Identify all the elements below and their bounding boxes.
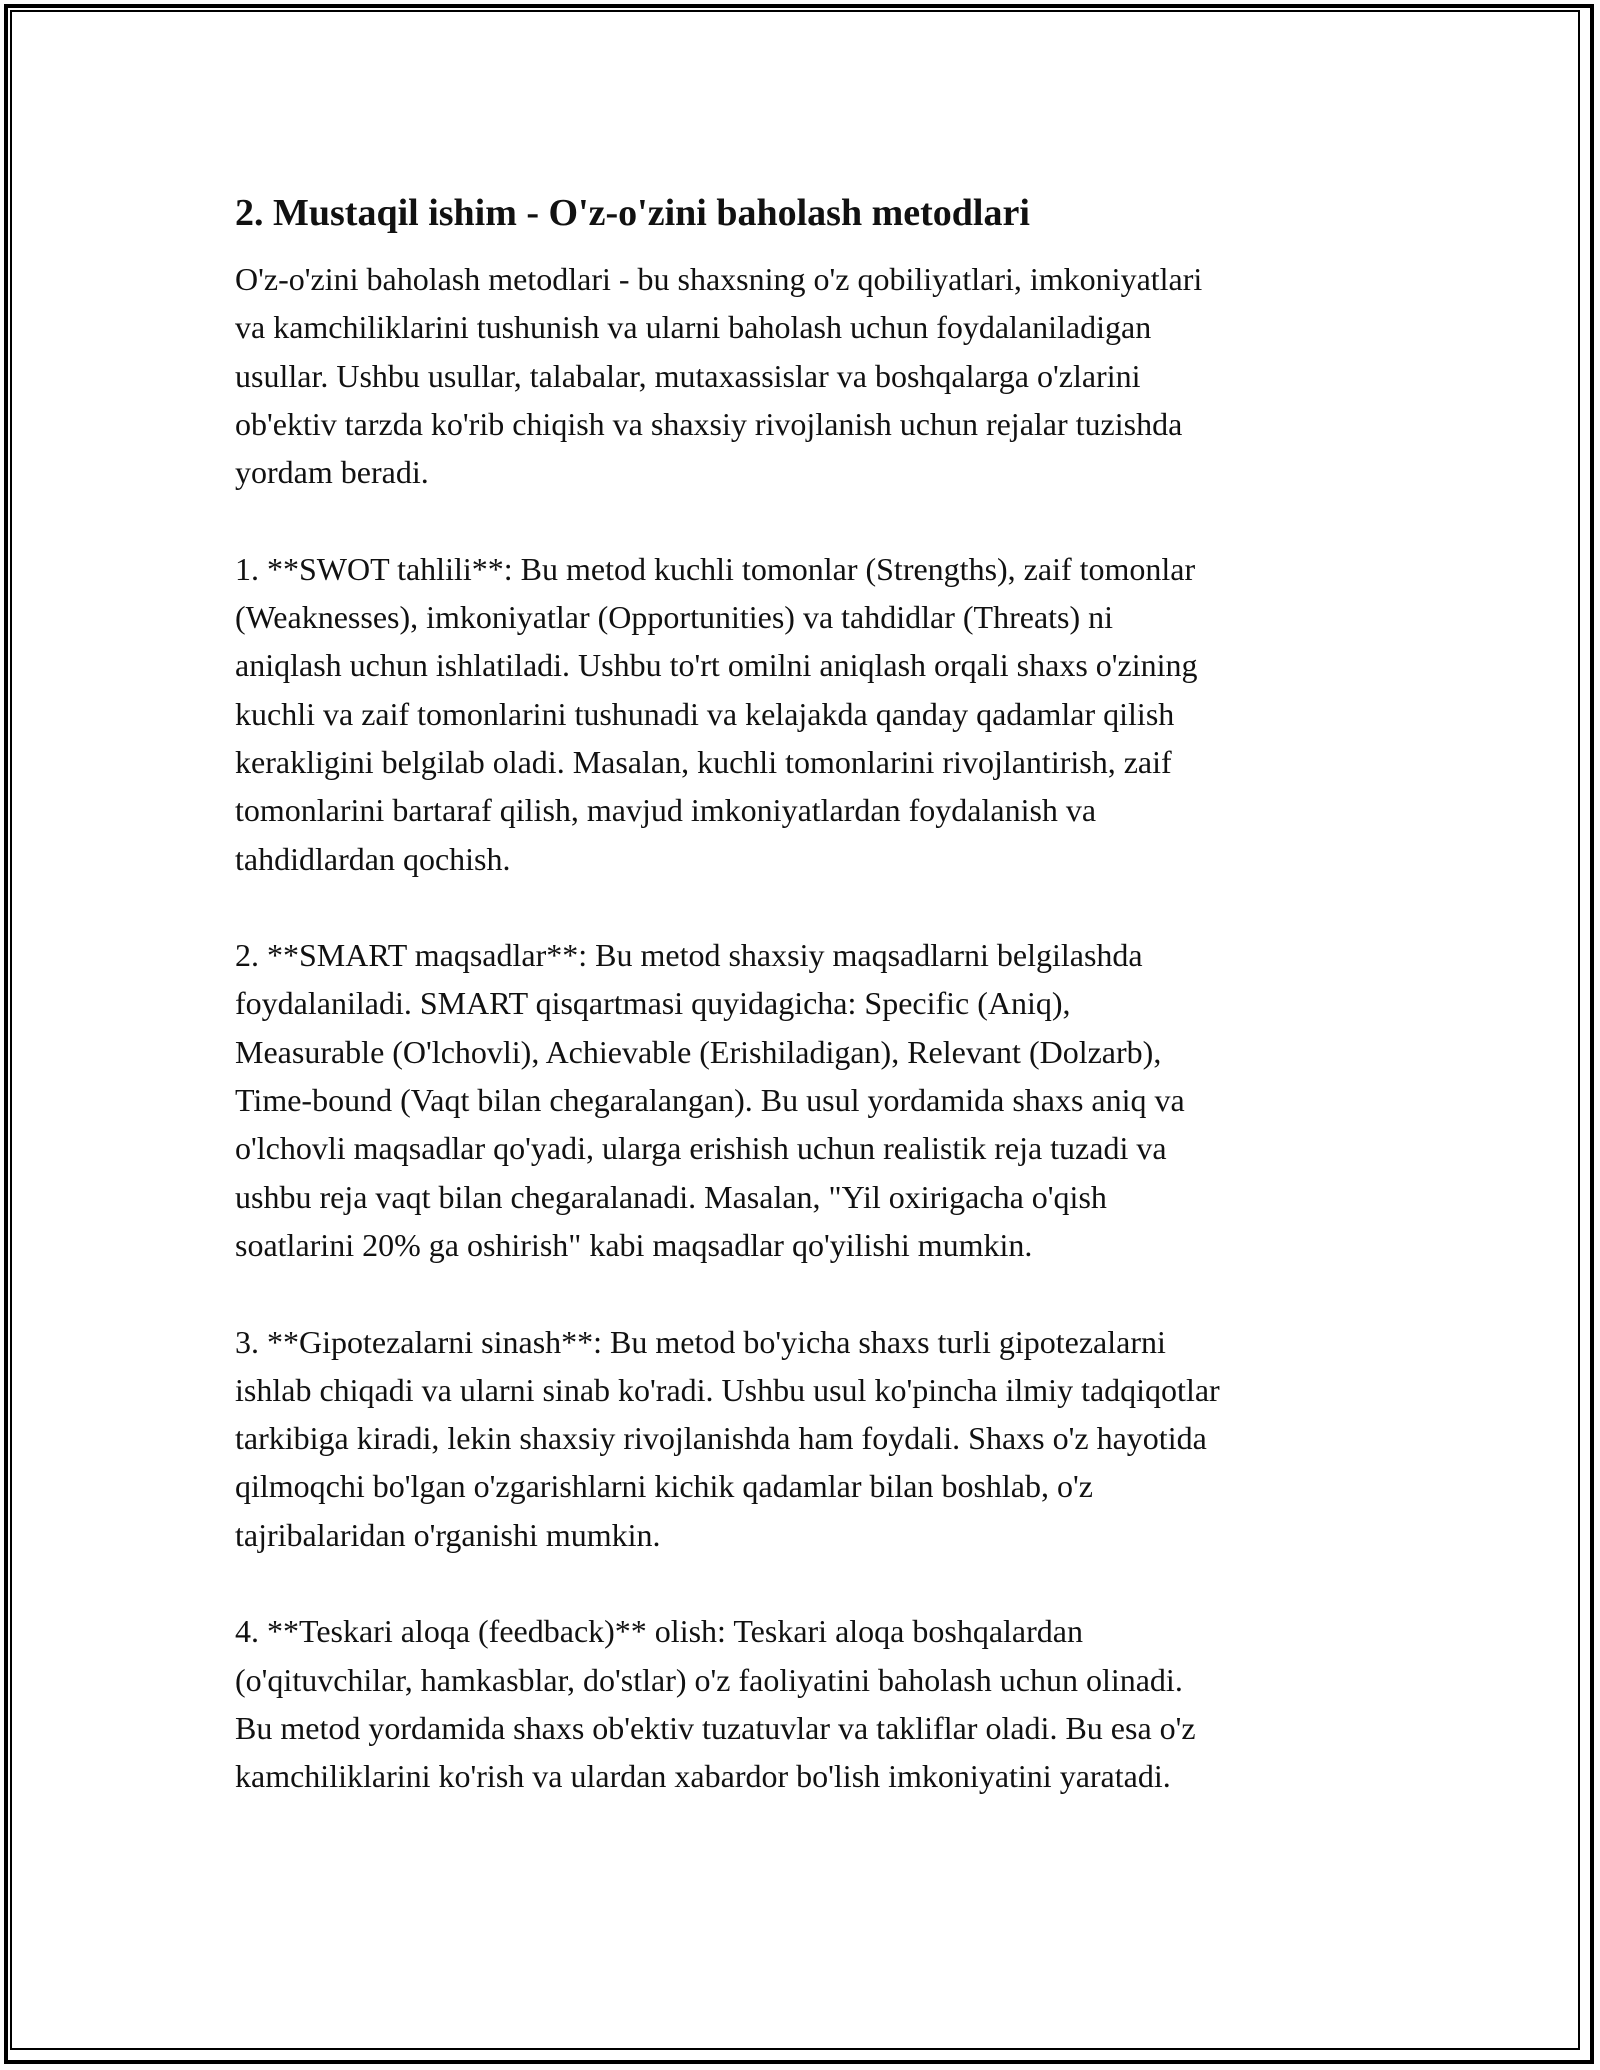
text-line: usullar. Ushbu usullar, talabalar, mutaxassislar va boshqalarga o'zlarini bbox=[235, 357, 1141, 394]
paragraph-swot bbox=[235, 545, 1385, 883]
document-title: 2. Mustaqil ishim - O'z-o'zini baholash metodlari bbox=[235, 192, 1030, 234]
text-line: tarkibiga kiradi, lekin shaxsiy rivojlanishda ham foydali. Shaxs o'z hayotida bbox=[235, 1420, 1207, 1457]
text-line: (Weaknesses), imkoniyatlar (Opportunities) va tahdidlar (Threats) ni bbox=[235, 599, 1114, 636]
text-line: ishlab chiqadi va ularni sinab ko'radi. Ushbu usul ko'pincha ilmiy tadqiqotlar bbox=[235, 1371, 1220, 1408]
text-line: 2. **SMART maqsadlar**: Bu metod shaxsiy maqsadlarni belgilashda bbox=[235, 937, 1143, 974]
text-line: soatlarini 20% ga oshirish" kabi maqsadlar qo'yilishi mumkin. bbox=[235, 1226, 1033, 1263]
text-line: O'z-o'zini baholash metodlari - bu shaxsning o'z qobiliyatlari, imkoniyatlari bbox=[235, 261, 1203, 297]
text-line: kerakligini belgilab oladi. Masalan, kuchli tomonlarini rivojlantirish, zaif bbox=[235, 743, 1172, 780]
paragraph-smart bbox=[235, 931, 1385, 1269]
text-line: ushbu reja vaqt bilan chegaralanadi. Masalan, "Yil oxirigacha o'qish bbox=[235, 1178, 1107, 1215]
text-line: ob'ektiv tarzda ko'rib chiqish va shaxsiy rivojlanish uchun rejalar tuzishda bbox=[235, 405, 1183, 442]
text-line: va kamchiliklarini tushunish va ularni baholash uchun foydalaniladigan bbox=[235, 309, 1152, 346]
text-line: 3. **Gipotezalarni sinash**: Bu metod bo'yicha shaxs turli gipotezalarni bbox=[235, 1323, 1166, 1360]
text-line: 1. **SWOT tahlili**: Bu metod kuchli tomonlar (Strengths), zaif tomonlar bbox=[235, 550, 1196, 587]
text-line: aniqlash uchun ishlatiladi. Ushbu to'rt omilni aniqlash orqali shaxs o'zining bbox=[235, 647, 1198, 684]
text-line: o'lchovli maqsadlar qo'yadi, ularga erishish uchun realistik reja tuzadi va bbox=[235, 1130, 1167, 1167]
paragraph-feedback bbox=[235, 1607, 1385, 1800]
text-line: tajribalaridan o'rganishi mumkin. bbox=[235, 1516, 661, 1553]
text-line: (o'qituvchilar, hamkasblar, do'stlar) o'z faoliyatini baholash uchun olinadi. bbox=[235, 1661, 1183, 1698]
text-line: Bu metod yordamida shaxs ob'ektiv tuzatuvlar va takliflar oladi. Bu esa o'z bbox=[235, 1709, 1196, 1746]
text-line: yordam beradi. bbox=[235, 454, 429, 491]
text-line: 4. **Teskari aloqa (feedback)** olish: Teskari aloqa boshqalardan bbox=[235, 1613, 1083, 1650]
text-line: kuchli va zaif tomonlarini tushunadi va kelajakda qanday qadamlar qilish bbox=[235, 695, 1175, 732]
text-line: qilmoqchi bo'lgan o'zgarishlarni kichik qadamlar bilan boshlab, o'z bbox=[235, 1468, 1093, 1505]
text-line: Time-bound (Vaqt bilan chegaralangan). Bu usul yordamida shaxs aniq va bbox=[235, 1082, 1185, 1119]
paragraph-hypothesis bbox=[235, 1318, 1385, 1559]
text-line: Measurable (O'lchovli), Achievable (Erishiladigan), Relevant (Dolzarb), bbox=[235, 1033, 1162, 1070]
paragraph-intro bbox=[235, 255, 1385, 496]
text-line: tahdidlardan qochish. bbox=[235, 840, 511, 877]
document-body bbox=[235, 185, 1385, 1849]
text-line: kamchiliklarini ko'rish va ulardan xabardor bo'lish imkoniyatini yaratadi. bbox=[235, 1758, 1171, 1795]
text-line: foydalaniladi. SMART qisqartmasi quyidagicha: Specific (Aniq), bbox=[235, 985, 1071, 1022]
text-line: tomonlarini bartaraf qilish, mavjud imkoniyatlardan foydalanish va bbox=[235, 792, 1097, 829]
